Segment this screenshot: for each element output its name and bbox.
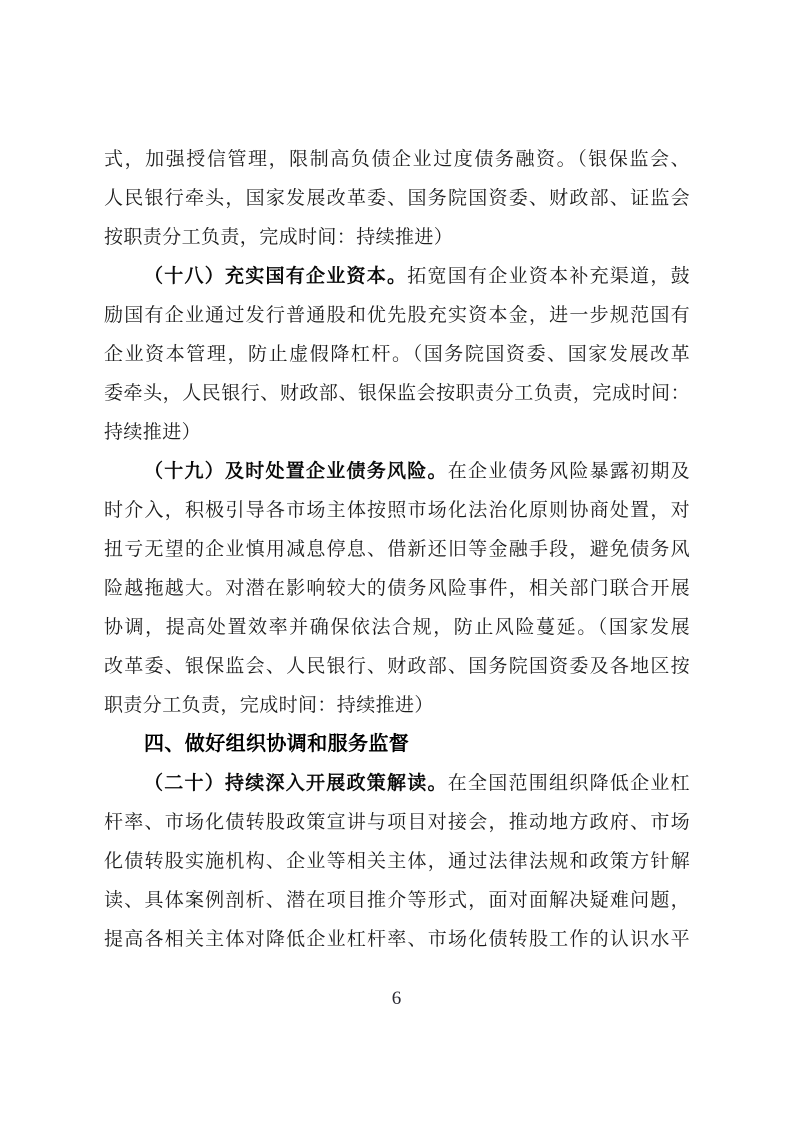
body-text: 在全国范围组织降低企业杠: [447, 773, 690, 794]
body-text-line: 险越拖越大。对潜在影响较大的债务风险事件，相关部门联合开展: [104, 578, 690, 599]
body-text-line: 持续推进）: [104, 422, 202, 443]
body-text-line: 扭亏无望的企业慎用减息停息、借新还旧等金融手段，避免债务风: [104, 539, 690, 560]
item-20-title: （二十）持续深入开展政策解读。: [144, 773, 448, 794]
body-text-line: 协调，提高处置效率并确保依法合规，防止风险蔓延。（国家发展: [104, 617, 690, 638]
body-text-line: 时介入，积极引导各市场主体按照市场化法治化原则协商处置，对: [104, 500, 690, 521]
body-text-line: 励国有企业通过发行普通股和优先股充实资本金，进一步规范国有: [104, 305, 690, 326]
body-text-line: 人民银行牵头，国家发展改革委、国务院国资委、财政部、证监会: [104, 188, 690, 209]
body-text-line: 提高各相关主体对降低企业杠杆率、市场化债转股工作的认识水平: [104, 929, 690, 950]
body-text-line: 企业资本管理，防止虚假降杠杆。（国务院国资委、国家发展改革: [104, 344, 690, 365]
body-text: 拓宽国有企业资本补充渠道，鼓: [407, 266, 690, 287]
body-text-line-item-18: [104, 257, 690, 296]
body-text-line: 化债转股实施机构、企业等相关主体，通过法律法规和政策方针解: [104, 851, 690, 872]
document-body: [104, 140, 690, 959]
item-18-title: （十八）充实国有企业资本。: [144, 266, 408, 287]
page-number: 6: [391, 988, 402, 1009]
body-text-line: 委牵头，人民银行、财政部、银保监会按职责分工负责，完成时间：: [104, 383, 690, 404]
body-text: 在企业债务风险暴露初期及: [447, 461, 690, 482]
body-text-line: 读、具体案例剖析、潜在项目推介等形式，面对面解决疑难问题，: [104, 890, 690, 911]
item-19-title: （十九）及时处置企业债务风险。: [144, 461, 448, 482]
body-text-line-item-19: [104, 452, 690, 491]
body-text-line: 职责分工负责，完成时间：持续推进）: [104, 695, 434, 716]
body-text-line: 式，加强授信管理，限制高负债企业过度债务融资。（银保监会、: [104, 149, 690, 170]
body-text-line-item-20: [104, 764, 690, 803]
body-text-line: 按职责分工负责，完成时间：持续推进）: [104, 227, 454, 248]
section-heading: 四、做好组织协调和服务监督: [144, 733, 410, 755]
body-text-line: 改革委、银保监会、人民银行、财政部、国务院国资委及各地区按: [104, 656, 690, 677]
body-text-line: 杆率、市场化债转股政策宣讲与项目对接会，推动地方政府、市场: [104, 812, 690, 833]
